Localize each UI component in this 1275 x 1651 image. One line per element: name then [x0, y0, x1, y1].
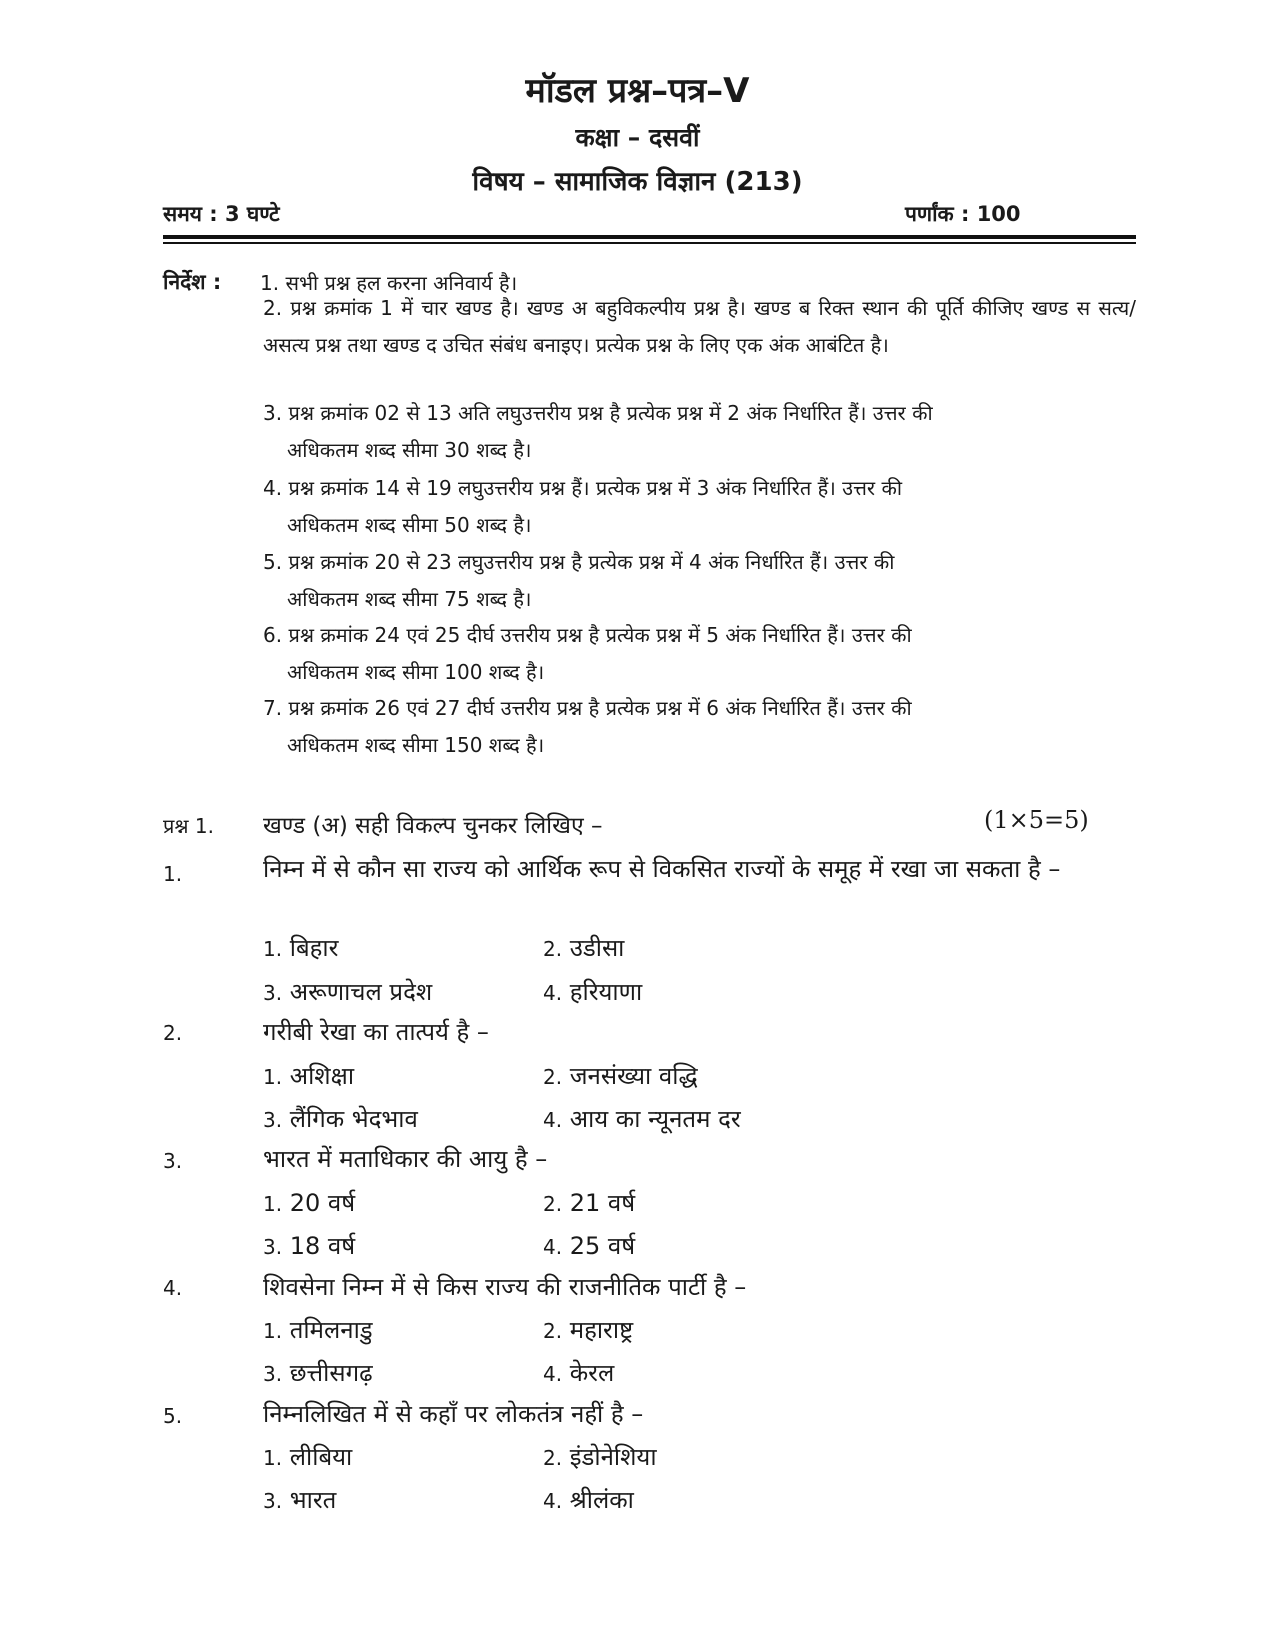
mcq-option: 2. उडीसा [543, 934, 625, 962]
mcq-option: 1. अशिक्षा [263, 1062, 355, 1090]
mcq-option: 4. 25 वर्ष [543, 1232, 636, 1260]
instruction-line: 4. प्रश्न क्रमांक 14 से 19 लघुउत्तरीय प्रश्न हैं। प्रत्येक प्रश्न में 3 अंक निर्धारित हैं। उत्तर की [263, 476, 903, 500]
mcq-number: 5. [163, 1404, 183, 1428]
header-divider-thick [163, 235, 1136, 239]
instruction-line: अधिकतम शब्द सीमा 50 शब्द है। [287, 513, 532, 537]
instruction-item: 1. सभी प्रश्न हल करना अनिवार्य है। [260, 271, 518, 295]
mcq-option: 1. तमिलनाडु [263, 1316, 373, 1344]
mcq-option: 3. अरूणाचल प्रदेश [263, 978, 433, 1006]
class-heading: कक्षा – दसवीं [575, 123, 700, 152]
instruction-item: 2. प्रश्न क्रमांक 1 में चार खण्ड है। खण्ड अ बहुविकल्पीय प्रश्न है। खण्ड ब रिक्त स्थान की पूर्ति कीजिए खण्ड स सत्य/असत्य प्रश्न तथा खण्ड द उचित संबंध बनाइए। प्रत्येक प्रश्न के लिए एक अंक आबंटित है। [263, 296, 1136, 357]
mcq-option: 2. जनसंख्या वद्धि [543, 1062, 698, 1090]
mcq-option: 1. 20 वर्ष [263, 1189, 356, 1217]
maximum-marks: पर्णांक : 100 [905, 202, 1021, 226]
mcq-option: 4. केरल [543, 1359, 615, 1387]
instruction-item [263, 617, 1136, 691]
mcq-option: 3. 18 वर्ष [263, 1232, 356, 1260]
instruction-line: 7. प्रश्न क्रमांक 26 एवं 27 दीर्घ उत्तरीय प्रश्न है प्रत्येक प्रश्न में 6 अंक निर्धारित हैं। उत्तर की [263, 696, 912, 720]
instruction-item [263, 470, 1136, 544]
time-allowed: समय : 3 घण्टे [163, 202, 280, 226]
mcq-option: 3. छत्तीसगढ़ [263, 1359, 373, 1387]
instruction-line: अधिकतम शब्द सीमा 75 शब्द है। [287, 587, 532, 611]
instruction-line: अधिकतम शब्द सीमा 100 शब्द है। [287, 660, 545, 684]
mcq-option: 4. हरियाणा [543, 978, 643, 1006]
mcq-number: 3. [163, 1149, 183, 1173]
instruction-item [263, 395, 1136, 469]
mcq-option: 2. इंडोनेशिया [543, 1443, 657, 1471]
mcq-option: 1. बिहार [263, 934, 339, 962]
mcq-option: 2. 21 वर्ष [543, 1189, 636, 1217]
mcq-number: 1. [163, 862, 183, 886]
mcq-question: भारत में मताधिकार की आयु है – [263, 1145, 548, 1173]
question-1-section-a: खण्ड (अ) सही विकल्प चुनकर लिखिए – [263, 813, 603, 839]
instruction-line: अधिकतम शब्द सीमा 30 शब्द है। [287, 438, 532, 462]
instruction-line: 6. प्रश्न क्रमांक 24 एवं 25 दीर्घ उत्तरीय प्रश्न है प्रत्येक प्रश्न में 5 अंक निर्धारित हैं। उत्तर की [263, 623, 912, 647]
instruction-line: 3. प्रश्न क्रमांक 02 से 13 अति लघुउत्तरीय प्रश्न है प्रत्येक प्रश्न में 2 अंक निर्धारित हैं। उत्तर की [263, 401, 933, 425]
mcq-option: 3. लैंगिक भेदभाव [263, 1105, 418, 1133]
instructions-label: निर्देश : [163, 270, 222, 294]
instruction-item [263, 544, 1136, 618]
subject-heading: विषय – सामाजिक विज्ञान (213) [472, 167, 803, 197]
mcq-number: 2. [163, 1021, 183, 1045]
paper-title: मॉडल प्रश्न–पत्र–V [525, 71, 750, 111]
instruction-line: 5. प्रश्न क्रमांक 20 से 23 लघुउत्तरीय प्रश्न है प्रत्येक प्रश्न में 4 अंक निर्धारित हैं। उत्तर की [263, 550, 895, 574]
mcq-question: निम्नलिखित में से कहाँ पर लोकतंत्र नहीं है – [263, 1400, 644, 1428]
mcq-option: 1. लीबिया [263, 1443, 353, 1471]
mcq-question: गरीबी रेखा का तात्पर्य है – [263, 1018, 489, 1046]
mcq-option: 4. श्रीलंका [543, 1486, 634, 1514]
mcq-question: निम्न में से कौन सा राज्य को आर्थिक रूप से विकसित राज्यों के समूह में रखा जा सकता है – [263, 855, 1061, 883]
question-1-label: प्रश्न 1. [163, 814, 214, 838]
mcq-option: 3. भारत [263, 1486, 337, 1514]
mcq-number: 4. [163, 1276, 183, 1300]
header-divider-thin [163, 242, 1136, 244]
mcq-question: शिवसेना निम्न में से किस राज्य की राजनीतिक पार्टी है – [263, 1273, 747, 1301]
instruction-line: अधिकतम शब्द सीमा 150 शब्द है। [287, 733, 545, 757]
mcq-option: 4. आय का न्यूनतम दर [543, 1105, 741, 1133]
mcq-option: 2. महाराष्ट्र [543, 1316, 634, 1344]
instruction-item [263, 690, 1136, 764]
question-1-marks: (1×5=5) [984, 806, 1089, 834]
